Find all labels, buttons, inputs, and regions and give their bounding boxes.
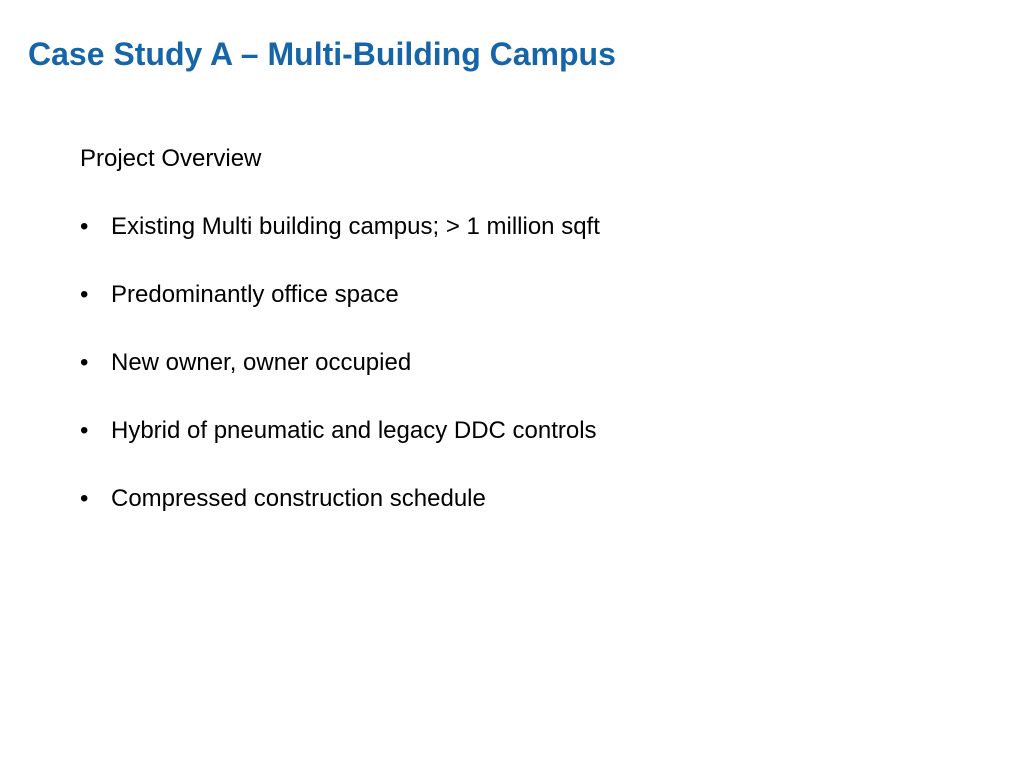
bullet-text: Existing Multi building campus; > 1 million sqft [111,213,600,240]
bullet-marker: • [80,281,89,308]
bullet-list [80,210,980,516]
bullet-text: New owner, owner occupied [111,349,412,376]
bullet-text: Hybrid of pneumatic and legacy DDC controls [111,417,597,444]
slide-content [80,142,980,516]
bullet-text: Predominantly office space [111,281,399,308]
bullet-item [80,346,980,380]
bullet-item [80,414,980,448]
bullet-item [80,482,980,516]
bullet-item [80,278,980,312]
bullet-marker: • [80,485,89,512]
bullet-item [80,210,980,244]
bullet-marker: • [80,349,89,376]
slide-title: Case Study A – Multi-Building Campus [28,36,616,72]
bullet-marker: • [80,213,89,240]
section-heading: Project Overview [80,145,262,172]
bullet-text: Compressed construction schedule [111,485,486,512]
bullet-marker: • [80,417,89,444]
